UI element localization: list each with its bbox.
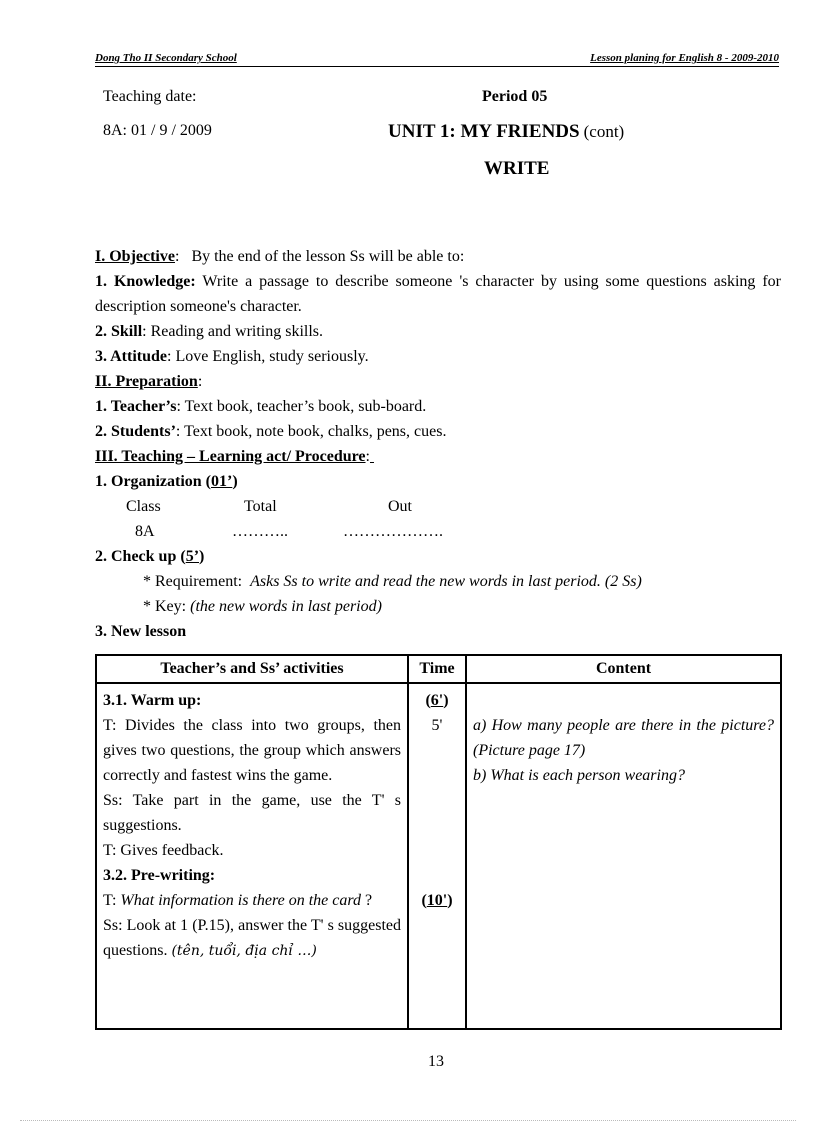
unit-suffix: (cont) <box>583 122 625 141</box>
prewriting-students-note: (tên, tuổi, địa chỉ …) <box>171 943 317 959</box>
activities-cell <box>96 683 408 1029</box>
organization-close: ) <box>232 473 238 490</box>
lesson-title: WRITE <box>484 158 550 179</box>
time-prewriting: (10') <box>421 892 453 909</box>
checkup-label: 2. Check up ( <box>95 548 186 565</box>
students-prep-text: : Text book, note book, chalks, pens, cues. <box>175 423 447 440</box>
prewriting-students-text: Ss: Look at 1 (P.15), answer the T' s suggested questions. <box>103 917 401 959</box>
preparation-heading: II. Preparation <box>95 373 198 390</box>
organization-label: 1. Organization ( <box>95 473 211 490</box>
class-value: 8A <box>135 523 155 540</box>
key-line <box>143 594 382 619</box>
time-prewriting-value: 10' <box>426 892 448 909</box>
attitude-label: 3. Attitude <box>95 348 167 365</box>
table-row <box>96 683 781 1029</box>
prewriting-students <box>103 913 401 964</box>
header-school: Dong Tho II Secondary School <box>95 52 237 64</box>
lesson-table <box>95 654 782 1030</box>
requirement-line <box>143 569 642 594</box>
class-date: 8A: 01 / 9 / 2009 <box>103 122 212 139</box>
objective-line: I. Objective: By the end of the lesson Ss will be able to: <box>95 248 465 265</box>
checkup-time: 5’ <box>185 548 200 565</box>
students-prep-line <box>95 419 781 444</box>
prewriting-heading: 3.2. Pre-writing: <box>103 867 216 884</box>
out-header: Out <box>388 498 412 515</box>
students-prep-label: 2. Students’ <box>95 423 176 440</box>
attitude-line <box>95 344 781 369</box>
teacher-prep-label: 1. Teacher’s <box>95 398 177 415</box>
period-title: Period 05 <box>482 88 548 105</box>
new-lesson-heading: 3. New lesson <box>95 623 187 640</box>
teacher-prep-text: : Text book, teacher’s book, sub-board. <box>176 398 427 415</box>
skill-text: : Reading and writing skills. <box>142 323 324 340</box>
skill-line <box>95 319 781 344</box>
header-divider <box>95 66 779 67</box>
objective-heading: I. Objective <box>95 248 175 265</box>
unit-title <box>388 121 624 143</box>
teaching-heading: III. Teaching – Learning act/ Procedure <box>95 448 366 465</box>
objective-intro: By the end of the lesson Ss will be able to: <box>191 248 465 265</box>
time-warmup: 5' <box>431 717 443 734</box>
teaching-date-label: Teaching date: <box>103 88 197 105</box>
prewriting-teacher <box>103 888 401 913</box>
checkup-line <box>95 544 781 569</box>
preparation-line: II. Preparation: <box>95 373 203 390</box>
content-question-b: b) What is each person wearing? <box>473 767 685 784</box>
knowledge-text: Write a passage to describe someone 's character by using some questions asking for description someone's character. <box>95 273 782 315</box>
class-header: Class <box>126 498 161 515</box>
unit-name: UNIT 1: MY FRIENDS <box>388 121 580 142</box>
warmup-feedback: T: Gives feedback. <box>103 842 224 859</box>
page-bottom-divider <box>20 1120 796 1121</box>
header-content: Content <box>466 655 781 683</box>
out-value: ………………. <box>343 523 443 540</box>
header-activities: Teacher’s and Ss’ activities <box>96 655 408 683</box>
teaching-line: III. Teaching – Learning act/ Procedure: <box>95 448 370 465</box>
warmup-students: Ss: Take part in the game, use the T' s suggestions. <box>103 792 401 834</box>
time-warmup-total-value: 6' <box>430 692 444 709</box>
warmup-heading: 3.1. Warm up: <box>103 692 202 709</box>
page-number: 13 <box>428 1053 444 1070</box>
knowledge-line <box>95 269 781 319</box>
table-header-row <box>96 655 781 683</box>
knowledge-label: 1. Knowledge: <box>95 273 196 290</box>
time-warmup-total: (6') <box>425 692 449 709</box>
header-plan: Lesson planing for English 8 - 2009-2010 <box>590 52 779 64</box>
organization-time: 01’ <box>211 473 233 490</box>
teacher-prep-line <box>95 394 781 419</box>
time-cell <box>408 683 466 1029</box>
checkup-close: ) <box>199 548 205 565</box>
warmup-teacher: T: Divides the class into two groups, then gives two questions, the group which answers correctly and fastest wins the game. <box>103 717 401 784</box>
prewriting-teacher-mark: ? <box>361 892 373 909</box>
requirement-label: * Requirement: <box>143 573 243 590</box>
organization-line <box>95 469 781 494</box>
requirement-text: Asks Ss to write and read the new words in last period. (2 Ss) <box>250 573 642 590</box>
key-text: (the new words in last period) <box>190 598 382 615</box>
key-label: * Key: <box>143 598 187 615</box>
prewriting-teacher-prefix: T: <box>103 892 117 909</box>
content-question-a: a) How many people are there in the picture? (Picture page 17) <box>473 717 774 759</box>
prewriting-teacher-question: What information is there on the card <box>120 892 361 909</box>
attitude-text: : Love English, study seriously. <box>167 348 369 365</box>
skill-label: 2. Skill <box>95 323 143 340</box>
content-cell <box>466 683 781 1029</box>
total-header: Total <box>244 498 277 515</box>
total-value: ……….. <box>232 523 288 540</box>
header-time: Time <box>408 655 466 683</box>
